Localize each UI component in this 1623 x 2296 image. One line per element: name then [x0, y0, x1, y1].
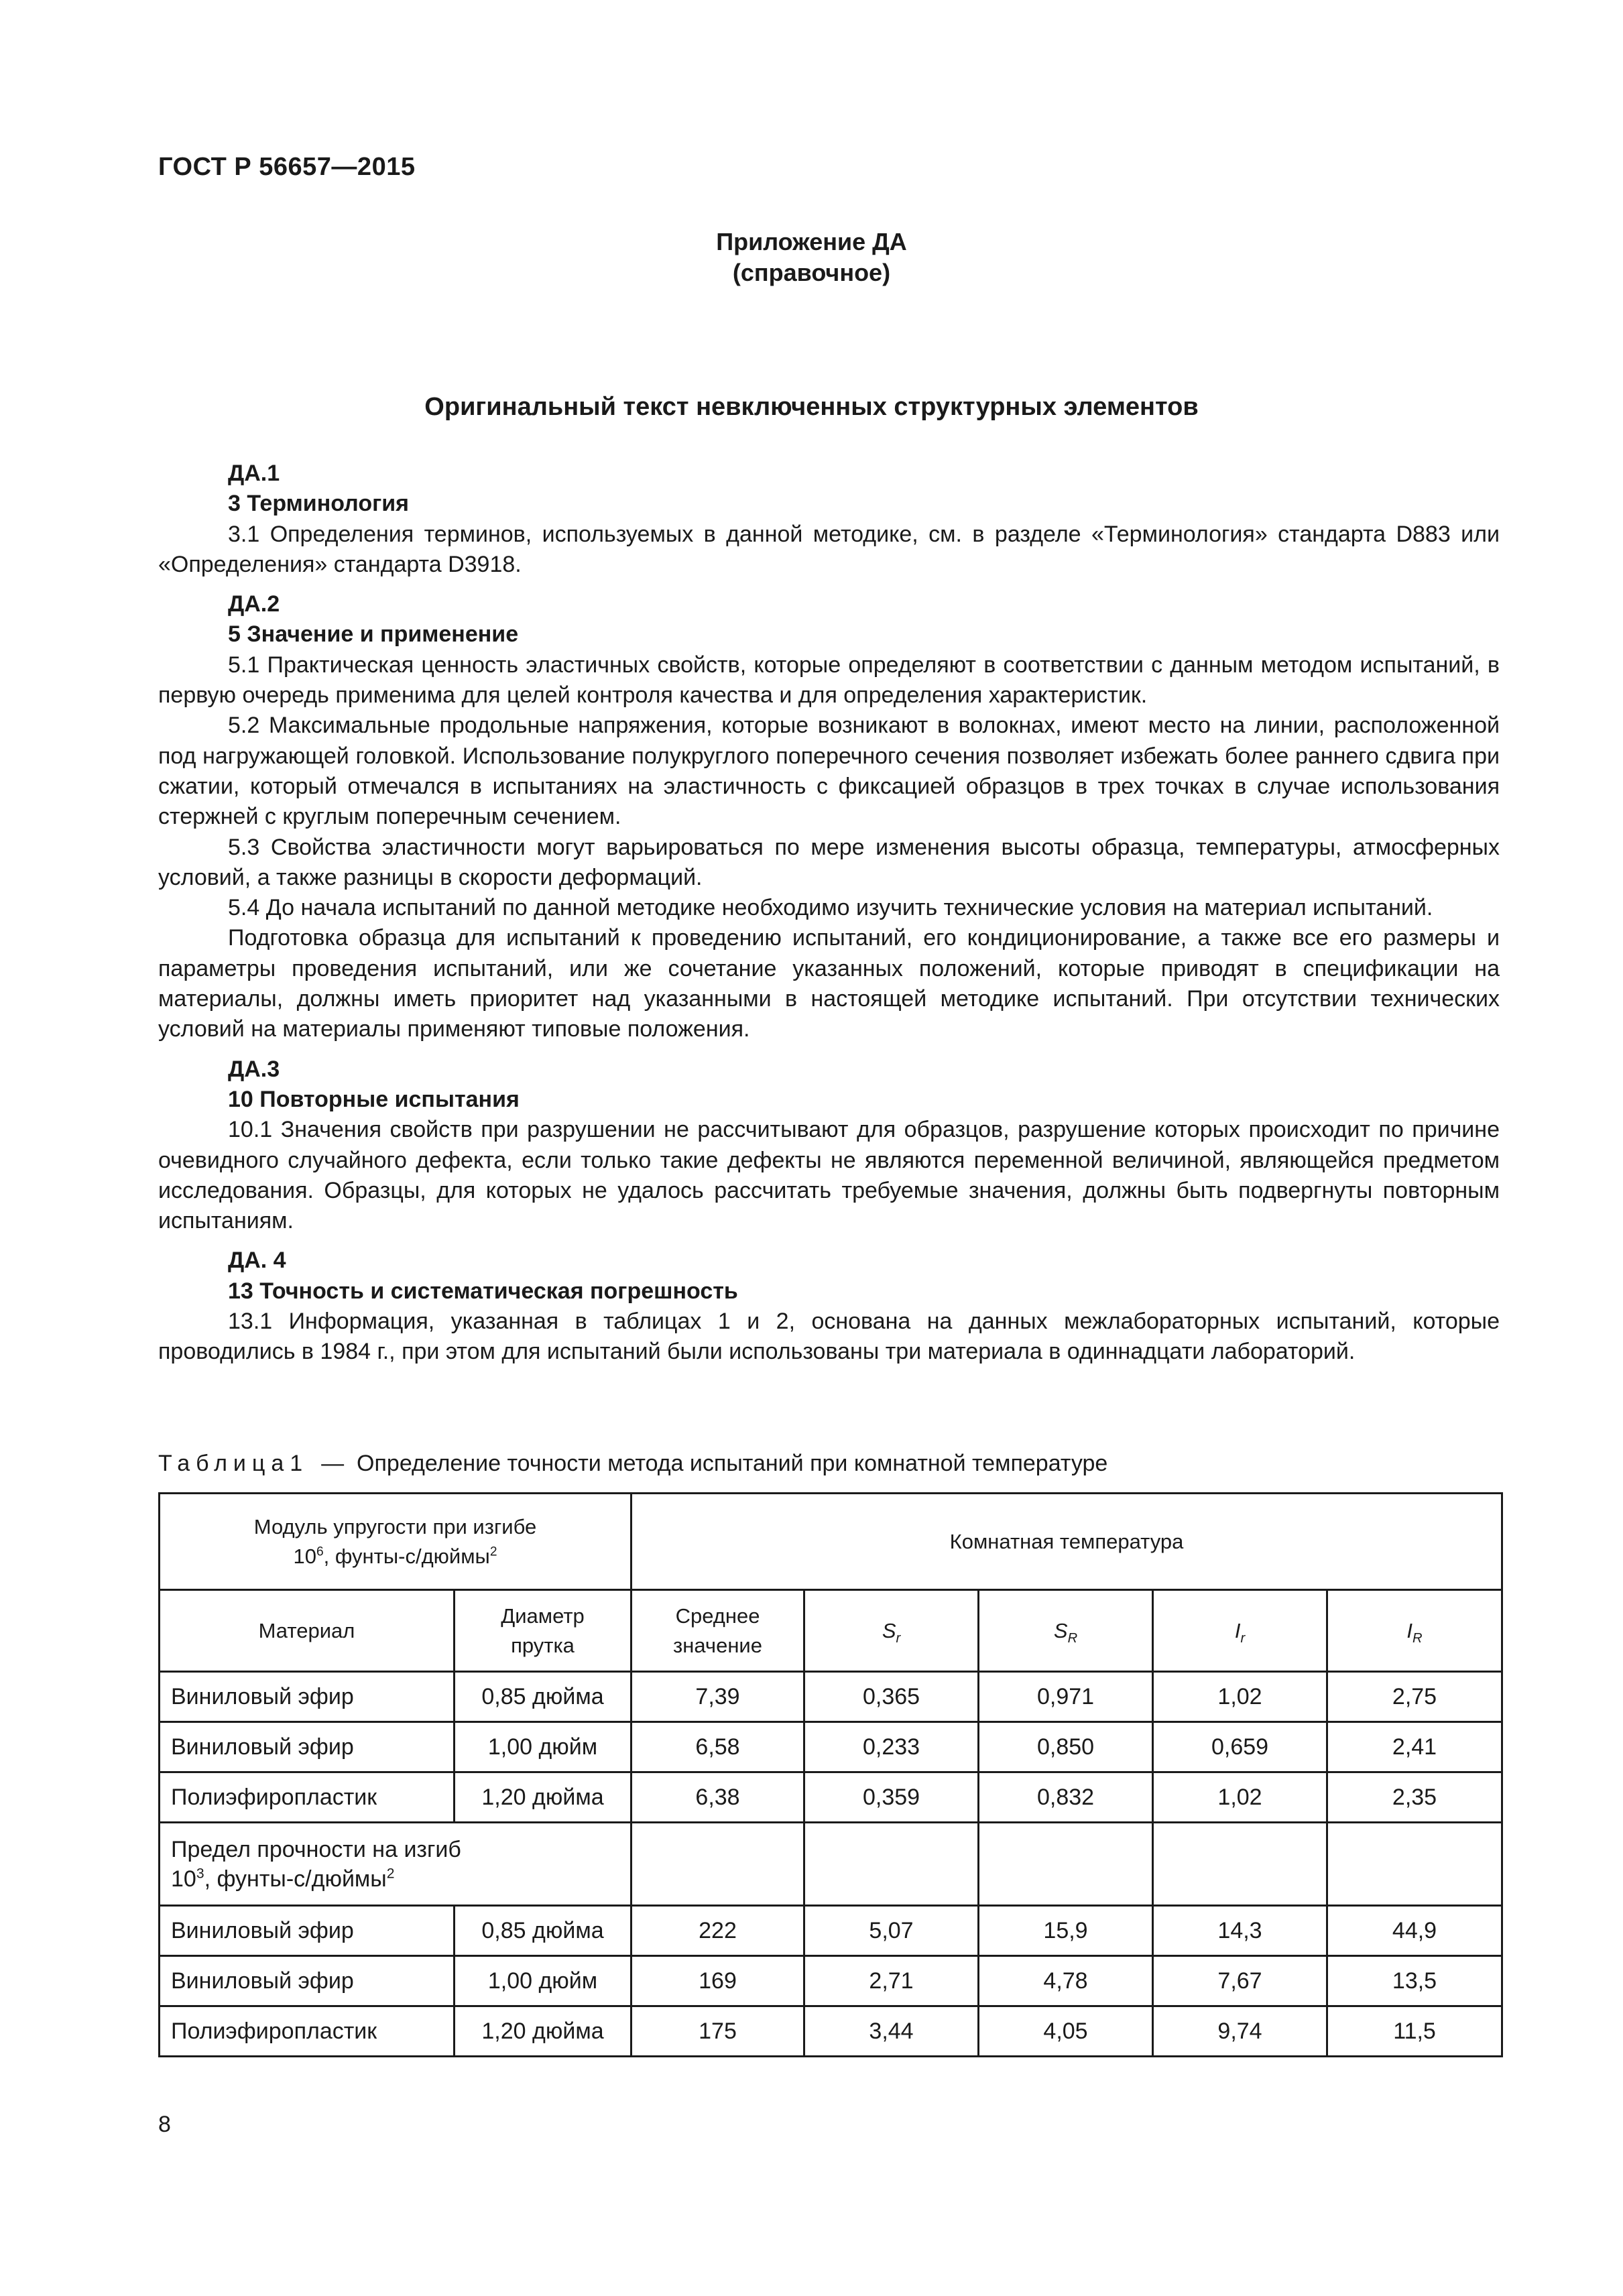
col-header-sr: $S_r$	[804, 1590, 979, 1672]
appendix-title: Приложение ДА	[716, 228, 907, 255]
cell-SR: 15,9	[979, 1906, 1153, 1956]
section-label-da1: ДА.1	[228, 461, 280, 486]
cell-mean: 169	[632, 1956, 804, 2006]
cell-material: Виниловый эфир	[160, 1906, 455, 1956]
cell-IR: 2,41	[1327, 1722, 1502, 1772]
section-label-da4: ДА. 4	[228, 1248, 286, 1274]
cell-material: Полиэфиропластик	[160, 1772, 455, 1823]
cell-ir: 7,67	[1153, 1956, 1327, 2006]
group1-title-line1: Модуль упругости при изгибе	[253, 1514, 537, 1538]
col-header-ir: $I_r$	[1153, 1590, 1327, 1672]
cell-diameter: 1,20 дюйма	[455, 1772, 632, 1823]
cell-mean: 175	[632, 2006, 804, 2057]
col-header-mean: Среднее значение	[632, 1590, 804, 1672]
empty-cell	[632, 1823, 804, 1906]
page-title: Оригинальный текст невключенных структурных элементов	[424, 393, 1199, 421]
table-row	[160, 1956, 1502, 2006]
table-row	[160, 1906, 1502, 1956]
paragraph: 5.2 Максимальные продольные напряжения, которые возникают в волокнах, имеют место на линии, расположенной под нагружающей головкой. Использование полукруглого поперечного сечения позволяет избежать более раннего сдвига при сжатии, который отмечался в испытаниях на эластичность с фиксацией образцов в трех точках в случае использования стержней с круглым поперечным сечением.	[158, 713, 1500, 830]
cell-sr: 0,359	[804, 1772, 979, 1823]
group2-title-cell	[160, 1823, 632, 1906]
cell-ir: 1,02	[1153, 1772, 1327, 1823]
cell-mean: 6,38	[632, 1772, 804, 1823]
cell-sr: 5,07	[804, 1906, 979, 1956]
table-row	[160, 1722, 1502, 1772]
table-caption-label: Таблица1	[158, 1451, 309, 1476]
empty-cell	[804, 1823, 979, 1906]
section-label-da2: ДА.2	[228, 591, 280, 617]
section-heading-da3: 10 Повторные испытания	[228, 1086, 520, 1112]
table-header-row	[160, 1494, 1502, 1590]
cell-SR: 4,78	[979, 1956, 1153, 2006]
cell-SR: 0,832	[979, 1772, 1153, 1823]
table-row	[160, 2006, 1502, 2057]
paragraph: 5.1 Практическая ценность эластичных свойств, которые определяют в соответствии с данным методом испытаний, в первую очередь применима для целей контроля качества и для определения характеристик.	[158, 652, 1500, 709]
section-heading-da1: 3 Терминология	[228, 491, 409, 517]
table-column-header-row	[160, 1590, 1502, 1672]
table-group-row	[160, 1823, 1502, 1906]
empty-cell	[1153, 1823, 1327, 1906]
cell-diameter: 1,00 дюйм	[455, 1722, 632, 1772]
section-heading-da2: 5 Значение и применение	[228, 621, 519, 648]
cell-SR: 4,05	[979, 2006, 1153, 2057]
cell-diameter: 1,20 дюйма	[455, 2006, 632, 2057]
cell-diameter: 0,85 дюйма	[455, 1906, 632, 1956]
cell-mean: 7,39	[632, 1672, 804, 1722]
empty-cell	[979, 1823, 1153, 1906]
cell-material: Виниловый эфир	[160, 1672, 455, 1722]
cell-diameter: 0,85 дюйма	[455, 1672, 632, 1722]
room-temperature-cell: Комнатная температура	[632, 1494, 1502, 1590]
cell-ir: 1,02	[1153, 1672, 1327, 1722]
col-header-IR: $I_R$	[1327, 1590, 1502, 1672]
group2-title-line1: Предел прочности на изгиб	[171, 1836, 461, 1862]
cell-sr: 0,233	[804, 1722, 979, 1772]
group2-title-line2: $10^3$, фунты-с/дюймы$^2$	[171, 1866, 395, 1892]
group1-title-cell	[160, 1494, 632, 1590]
cell-ir: 14,3	[1153, 1906, 1327, 1956]
page-number: 8	[158, 2112, 171, 2137]
cell-SR: 0,971	[979, 1672, 1153, 1722]
cell-sr: 0,365	[804, 1672, 979, 1722]
cell-mean: 6,58	[632, 1722, 804, 1772]
table-caption-dash: —	[321, 1451, 345, 1476]
cell-IR: 2,35	[1327, 1772, 1502, 1823]
cell-IR: 44,9	[1327, 1906, 1502, 1956]
cell-IR: 11,5	[1327, 2006, 1502, 2057]
paragraph: 10.1 Значения свойств при разрушении не рассчитывают для образцов, разрушение которых происходит по причине очевидного случайного дефекта, если только такие дефекты не являются переменной величиной, являющейся предметом исследования. Образцы, для которых не удалось рассчитать требуемые значения, должны быть подвергнуты повторным испытаниям.	[158, 1117, 1500, 1234]
col-header-SR: $S_R$	[979, 1590, 1153, 1672]
table-row	[160, 1772, 1502, 1823]
table-row	[160, 1672, 1502, 1722]
doc-number: ГОСТ Р 56657—2015	[158, 153, 416, 181]
paragraph: 3.1 Определения терминов, используемых в данной методике, см. в разделе «Терминология» стандарта D883 или «Определения» стандарта D3918.	[158, 521, 1500, 577]
cell-material: Полиэфиропластик	[160, 2006, 455, 2057]
paragraph: 5.3 Свойства эластичности могут варьироваться по мере изменения высоты образца, температуры, атмосферных условий, а также разницы в скорости деформаций.	[158, 834, 1500, 890]
cell-IR: 13,5	[1327, 1956, 1502, 2006]
appendix-subtitle: (справочное)	[732, 259, 891, 286]
cell-diameter: 1,00 дюйм	[455, 1956, 632, 2006]
cell-ir: 9,74	[1153, 2006, 1327, 2057]
table-caption-text: Определение точности метода испытаний при комнатной температуре	[357, 1451, 1108, 1476]
paragraph: 13.1 Информация, указанная в таблицах 1 и 2, основана на данных межлабораторных испытаний, которые проводились в 1984 г., при этом для испытаний были использованы три материала в одиннадцати лабораторий.	[158, 1309, 1500, 1365]
section-heading-da4: 13 Точность и систематическая погрешность	[228, 1278, 738, 1304]
col-header-material: Материал	[160, 1590, 455, 1672]
col-header-diameter: Диаметр прутка	[455, 1590, 632, 1672]
cell-material: Виниловый эфир	[160, 1722, 455, 1772]
cell-ir: 0,659	[1153, 1722, 1327, 1772]
table-caption	[158, 1451, 1107, 1477]
paragraph: 5.4 До начала испытаний по данной методике необходимо изучить технические условия на материал испытаний.	[228, 895, 1433, 921]
cell-SR: 0,850	[979, 1722, 1153, 1772]
precision-table	[158, 1492, 1503, 2057]
paragraph: Подготовка образца для испытаний к проведению испытаний, его кондиционирование, а также все его размеры и параметры проведения испытаний, или же сочетание указанных положений, которые приводят в спецификации на материалы, должны иметь приоритет над указанными в настоящей методике испытаний. При отсутствии технических условий на материалы применяют типовые положения.	[158, 925, 1500, 1042]
empty-cell	[1327, 1823, 1502, 1906]
cell-sr: 3,44	[804, 2006, 979, 2057]
cell-mean: 222	[632, 1906, 804, 1956]
cell-IR: 2,75	[1327, 1672, 1502, 1722]
cell-sr: 2,71	[804, 1956, 979, 2006]
section-label-da3: ДА.3	[228, 1056, 280, 1082]
group1-title-line2: $10^6$, фунты-с/дюймы$^2$	[293, 1544, 497, 1568]
body-text	[158, 459, 1500, 1368]
cell-material: Виниловый эфир	[160, 1956, 455, 2006]
